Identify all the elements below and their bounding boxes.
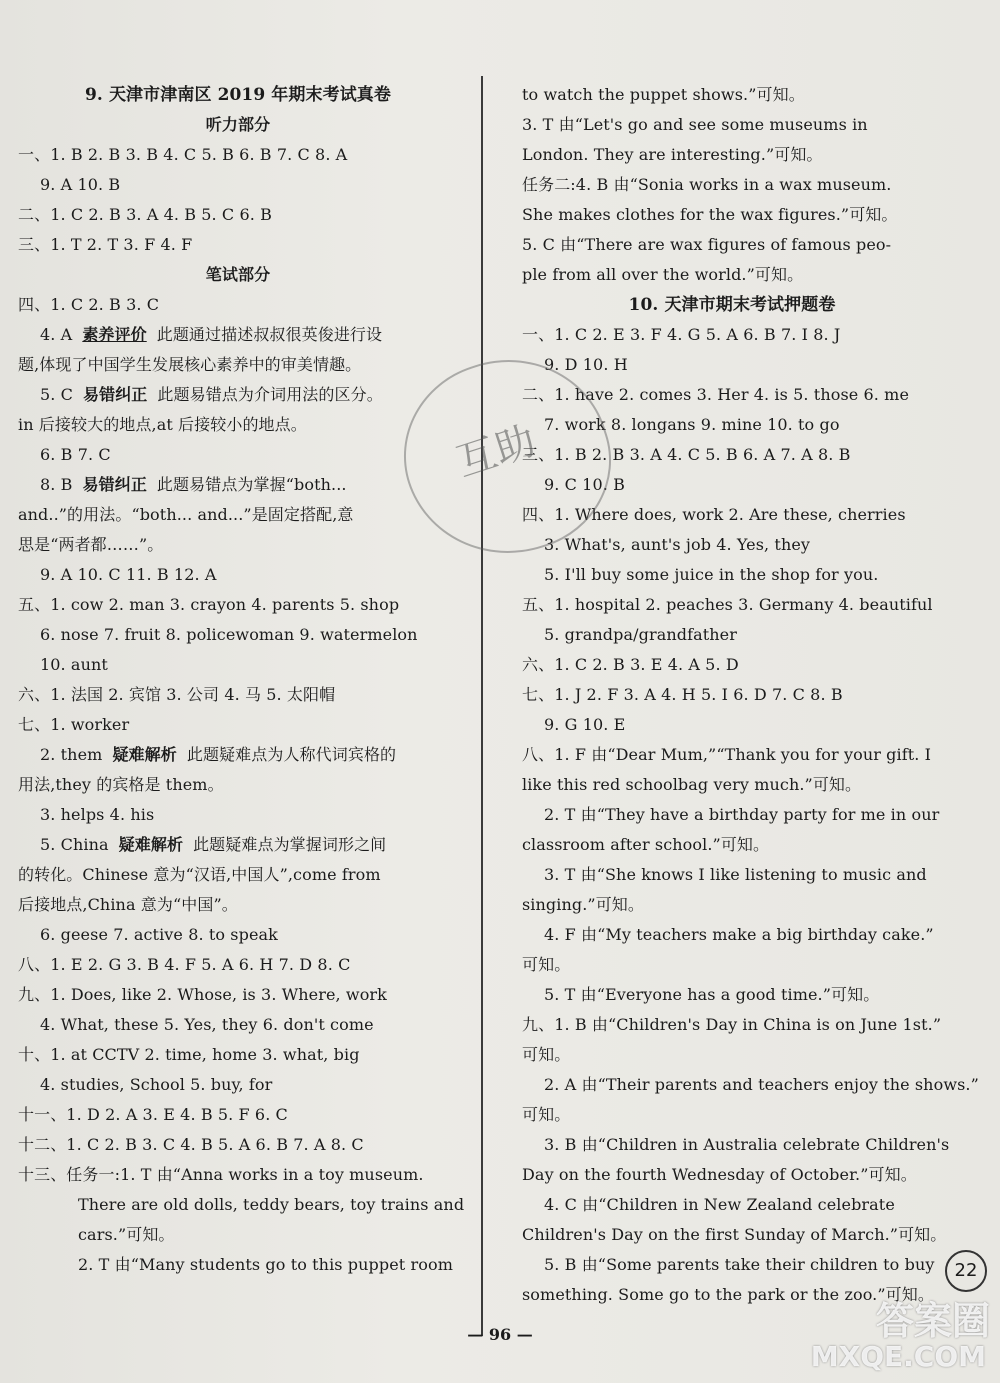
answer-text: 9. G 10. E [544, 715, 626, 734]
answer-text: 二、1. have 2. comes 3. Her 4. is 5. those 6. me [522, 385, 910, 404]
left-line [18, 140, 458, 170]
answer-text: 三、1. B 2. B 3. A 4. C 5. B 6. A 7. A 8. B [522, 445, 851, 464]
answer-text: There are old dolls, teddy bears, toy trains and [78, 1195, 465, 1214]
answer-text: something. Some go to the park or the zoo.”可知。 [522, 1285, 934, 1304]
answer-text: 10. 天津市期末考试押题卷 [628, 295, 836, 315]
left-line [18, 440, 458, 470]
answer-text: 四、1. C 2. B 3. C [18, 295, 160, 314]
right-line [522, 1130, 950, 1160]
right-line [522, 620, 942, 650]
corner-page-badge: 22 [945, 1250, 987, 1292]
right-line [522, 560, 942, 590]
right-line [522, 110, 942, 140]
answer-text: and..”的用法。“both... and...”是固定搭配,意 [18, 505, 354, 524]
answer-text: 7. work 8. longans 9. mine 10. to go [544, 415, 840, 434]
right-line [522, 710, 942, 740]
answer-text: 4. F 由“My teachers make a big birthday cake.” [544, 925, 934, 944]
answer-text: 9. 天津市津南区 2019 年期末考试真卷 [84, 85, 392, 105]
left-line [18, 1160, 458, 1190]
answer-text: 十一、1. D 2. A 3. E 4. B 5. F 6. C [18, 1105, 288, 1124]
answer-text: 八、1. F 由“Dear Mum,”“Thank you for your gift. I [522, 745, 932, 764]
right-line [522, 320, 942, 350]
note-text: 此题通过描述叔叔很英俊进行设 [156, 325, 383, 344]
right-line [522, 1250, 942, 1280]
answer-text: 5. grandpa/grandfather [544, 625, 737, 644]
watermark-url: MXQE.COM [810, 1340, 986, 1373]
left-line [18, 830, 458, 860]
left-line [18, 650, 458, 680]
answer-text: 任务二:4. B 由“Sonia works in a wax museum. [522, 175, 892, 194]
answer-text: 八、1. E 2. G 3. B 4. F 5. A 6. H 7. D 8. C [18, 955, 351, 974]
left-line [18, 920, 458, 950]
answer-text: cars.”可知。 [78, 1225, 175, 1244]
answer-text: 2. them [40, 745, 103, 764]
right-line [522, 830, 942, 860]
answer-text: London. They are interesting.”可知。 [522, 145, 823, 164]
right-line [522, 1040, 942, 1070]
left-line [18, 740, 458, 770]
answer-text: 9. C 10. B [544, 475, 625, 494]
answer-text: 可知。 [522, 1045, 571, 1064]
answer-text: 笔试部分 [205, 265, 271, 284]
answer-text: 8. B [40, 475, 73, 494]
answer-text: 3. T 由“Let's go and see some museums in [522, 115, 868, 134]
column-divider [481, 76, 483, 1336]
answer-text: 5. C [40, 385, 73, 404]
answer-text: 一、1. C 2. E 3. F 4. G 5. A 6. B 7. I 8. J [522, 325, 841, 344]
left-line [18, 230, 458, 260]
answer-text: 四、1. Where does, work 2. Are these, cherries [522, 505, 906, 524]
answer-text: 思是“两者都……”。 [18, 535, 164, 554]
answer-text: in 后接较大的地点,at 后接较小的地点。 [18, 415, 307, 434]
left-line [18, 710, 458, 740]
right-line [522, 1070, 979, 1100]
answer-text: 3. helps 4. his [40, 805, 155, 824]
left-column [18, 80, 465, 1280]
left-line [18, 620, 458, 650]
stamp-text: 互助 [450, 417, 542, 487]
right-line [522, 260, 942, 290]
right-line [522, 170, 942, 200]
left-line [18, 350, 458, 380]
answer-text: 5. B 由“Some parents take their children to buy [544, 1255, 935, 1274]
right-line [522, 920, 942, 950]
right-line [522, 740, 942, 770]
answer-text: classroom after school.”可知。 [522, 835, 770, 854]
left-line [18, 1070, 458, 1100]
right-line [522, 1190, 942, 1220]
left-line [18, 290, 458, 320]
left-line [18, 380, 458, 410]
answer-text: 5. T 由“Everyone has a good time.”可知。 [544, 985, 880, 1004]
answer-text: 4. What, these 5. Yes, they 6. don't come [40, 1015, 374, 1034]
answer-text: 2. T 由“They have a birthday party for me in our [544, 805, 940, 824]
right-line [522, 230, 942, 260]
answer-text: ple from all over the world.”可知。 [522, 265, 804, 284]
left-line [18, 1190, 465, 1220]
answer-text: 可知。 [522, 1105, 571, 1124]
answer-text: 9. A 10. B [40, 175, 121, 194]
answer-text: 的转化。Chinese 意为“汉语,中国人”,come from [18, 865, 381, 884]
left-line [18, 590, 458, 620]
answer-text: 十三、任务一:1. T 由“Anna works in a toy museum. [18, 1165, 424, 1184]
right-line [522, 680, 942, 710]
answer-text: 十、1. at CCTV 2. time, home 3. what, big [18, 1045, 360, 1064]
left-line [18, 1130, 458, 1160]
answer-text: like this red schoolbag very much.”可知。 [522, 775, 862, 794]
note-tag: 素养评价 [82, 325, 147, 344]
note-text: 此题疑难点为掌握词形之间 [193, 835, 387, 854]
answer-text: Day on the fourth Wednesday of October.”可知。 [522, 1165, 917, 1184]
right-line [522, 950, 942, 980]
answer-text: 六、1. 法国 2. 宾馆 3. 公司 4. 马 5. 太阳帽 [18, 685, 336, 704]
answer-text: 后接地点,China 意为“中国”。 [18, 895, 238, 914]
left-line [18, 80, 458, 110]
answer-text: 十二、1. C 2. B 3. C 4. B 5. A 6. B 7. A 8. C [18, 1135, 364, 1154]
answer-text: 4. C 由“Children in New Zealand celebrate [544, 1195, 895, 1214]
left-line [18, 410, 458, 440]
answer-text: 9. A 10. C 11. B 12. A [40, 565, 217, 584]
left-line [18, 860, 458, 890]
right-line [522, 80, 942, 110]
answer-text: 题,体现了中国学生发展核心素养中的审美情趣。 [18, 355, 362, 374]
answer-text: 5. C 由“There are wax figures of famous peo- [522, 235, 892, 254]
left-line [18, 200, 458, 230]
left-line [18, 560, 458, 590]
right-line [522, 140, 942, 170]
answer-text: 9. D 10. H [544, 355, 628, 374]
left-line [18, 800, 458, 830]
note-text: 此题疑难点为人称代词宾格的 [186, 745, 397, 764]
left-line [18, 1040, 458, 1070]
answer-text: 听力部分 [205, 115, 271, 134]
note-tag: 疑难解析 [112, 745, 177, 764]
left-line [18, 260, 458, 290]
watermark-logo: 答案圈 [875, 1299, 990, 1343]
answer-text: 可知。 [522, 955, 571, 974]
right-line [522, 350, 942, 380]
answer-text: 七、1. J 2. F 3. A 4. H 5. I 6. D 7. C 8. B [522, 685, 843, 704]
answer-text: 九、1. Does, like 2. Whose, is 3. Where, work [18, 985, 387, 1004]
note-text: 此题易错点为掌握“both... [156, 475, 347, 494]
right-line [522, 1100, 942, 1130]
note-tag: 易错纠正 [82, 475, 147, 494]
answer-text: 6. B 7. C [40, 445, 111, 464]
answer-text: 3. T 由“She knows I like listening to music and [544, 865, 927, 884]
answer-text: 五、1. hospital 2. peaches 3. Germany 4. beautiful [522, 595, 933, 614]
answer-text: 6. geese 7. active 8. to speak [40, 925, 278, 944]
left-line [18, 1100, 458, 1130]
answer-text: 6. nose 7. fruit 8. policewoman 9. watermelon [40, 625, 418, 644]
answer-text: 二、1. C 2. B 3. A 4. B 5. C 6. B [18, 205, 272, 224]
left-line [18, 890, 458, 920]
left-line [18, 1010, 458, 1040]
answer-text: 2. A 由“Their parents and teachers enjoy the shows.” [544, 1075, 979, 1094]
right-line [522, 1010, 942, 1040]
answer-text: 七、1. worker [18, 715, 130, 734]
left-line [18, 1250, 458, 1280]
note-text: 此题易错点为介词用法的区分。 [157, 385, 383, 404]
right-line [522, 1220, 947, 1250]
left-line [18, 1220, 458, 1250]
right-line [522, 200, 942, 230]
answer-text: 一、1. B 2. B 3. B 4. C 5. B 6. B 7. C 8. A [18, 145, 348, 164]
answer-text: 用法,they 的宾格是 them。 [18, 775, 224, 794]
page-number: — 96 — [467, 1325, 533, 1344]
answer-text: to watch the puppet shows.”可知。 [522, 85, 805, 104]
left-line [18, 170, 458, 200]
right-line [522, 860, 942, 890]
right-line [522, 800, 942, 830]
answer-text: Children's Day on the first Sunday of March.”可知。 [522, 1225, 947, 1244]
left-line [18, 980, 458, 1010]
right-line [522, 890, 942, 920]
answer-text: 3. What's, aunt's job 4. Yes, they [544, 535, 811, 554]
left-line [18, 320, 458, 350]
right-line [522, 980, 942, 1010]
right-line [522, 290, 942, 320]
right-line [522, 1160, 942, 1190]
answer-text: 3. B 由“Children in Australia celebrate Children's [544, 1135, 950, 1154]
answer-text: 六、1. C 2. B 3. E 4. A 5. D [522, 655, 739, 674]
right-line [522, 530, 942, 560]
left-line [18, 500, 458, 530]
answer-text: 三、1. T 2. T 3. F 4. F [18, 235, 193, 254]
right-line [522, 590, 942, 620]
answer-text: 九、1. B 由“Children's Day in China is on June 1st.” [522, 1015, 942, 1034]
left-line [18, 470, 458, 500]
answer-text: singing.”可知。 [522, 895, 645, 914]
answer-text: 5. China [40, 835, 109, 854]
answer-text: 10. aunt [40, 655, 108, 674]
answer-text: 5. I'll buy some juice in the shop for you. [544, 565, 879, 584]
note-tag: 易错纠正 [83, 385, 148, 404]
answer-text: 五、1. cow 2. man 3. crayon 4. parents 5. shop [18, 595, 400, 614]
left-line [18, 530, 458, 560]
right-line [522, 770, 942, 800]
answer-text: 4. A [40, 325, 73, 344]
answer-text: 4. studies, School 5. buy, for [40, 1075, 273, 1094]
answer-text: She makes clothes for the wax figures.”可知。 [522, 205, 898, 224]
left-line [18, 950, 458, 980]
left-line [18, 680, 458, 710]
answer-text: 2. T 由“Many students go to this puppet room [78, 1255, 453, 1274]
left-line [18, 770, 458, 800]
left-line [18, 110, 458, 140]
right-line [522, 650, 942, 680]
note-tag: 疑难解析 [118, 835, 184, 854]
